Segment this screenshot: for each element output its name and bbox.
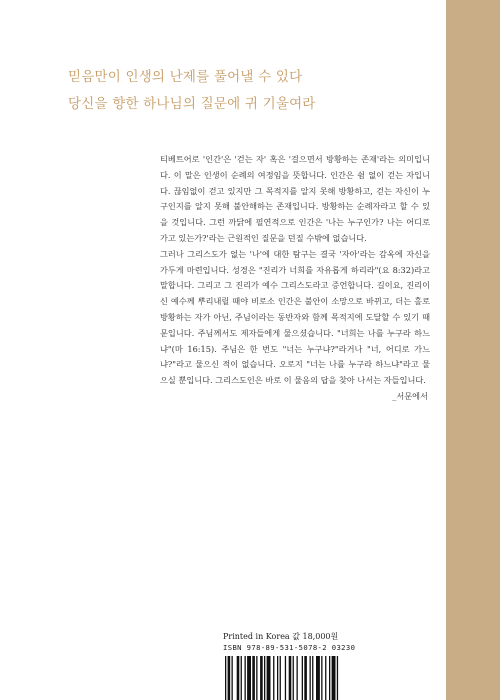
barcode-bar: [297, 656, 298, 700]
spine-color-band: [446, 0, 500, 700]
headline-line-2: 당신을 향한 하나님의 질문에 귀 기울여라: [68, 96, 316, 112]
barcode-bar: [245, 656, 246, 700]
barcode-bar: [247, 656, 251, 700]
price-label: 값 18,000원: [292, 632, 339, 641]
barcode-bar: [310, 656, 311, 700]
barcode-bar: [312, 656, 313, 700]
excerpt-paragraph-1: 티베트어로 '인간'은 '걷는 자' 혹은 '걸으면서 방황하는 존재'라는 의미입니다. 이 말은 인생이 순례의 여정임을 뜻합니다. 인간은 쉼 없이 걷는 자입니다. 끊임없이 걷고 있지만 그 목적지를 알지 못해 방황하고, 걷는 자신이 누구인지를 알지 못해 불안해하는 존재입니다. 방황하는 순례자라고 할 수 있을 것입니다. 그런 까닭에 필연적으로 인간은 '나는 누구인가? 나는 어디로 가고 있는가?'라는 근원적인 질문을 던질 수밖에 없습니다.: [160, 154, 430, 243]
barcode-bar: [260, 656, 263, 700]
barcode-bar: [241, 656, 242, 700]
barcode-bar: [321, 656, 322, 700]
barcode-bar: [273, 656, 274, 700]
barcode-bar: [280, 656, 281, 700]
isbn-text: ISBN 978-89-531-5078-2 03230: [223, 643, 356, 652]
excerpt-source: _서문에서: [392, 390, 428, 401]
barcode-bar: [277, 656, 278, 700]
barcode-graphic: [223, 656, 391, 700]
barcode-bar: [332, 656, 336, 700]
headline-line-1: 믿음만이 인생의 난제를 풀어낼 수 있다: [68, 69, 303, 85]
barcode-bar: [252, 656, 255, 700]
barcode-bar: [293, 656, 294, 700]
barcode-bar: [256, 656, 257, 700]
barcode-bar: [232, 656, 233, 700]
barcode-bar: [316, 656, 320, 700]
barcode-bar: [289, 656, 292, 700]
price-line: [223, 631, 338, 642]
barcode-bar: [337, 656, 338, 700]
barcode-bar: [228, 656, 231, 700]
barcode-bar: [304, 656, 307, 700]
barcode-bar: [285, 656, 286, 700]
barcode-image: [223, 656, 393, 700]
barcode-bar: [237, 656, 240, 700]
printed-in-label: Printed in Korea: [223, 632, 290, 641]
barcode-bar: [325, 656, 326, 700]
barcode-bar: [267, 656, 271, 700]
cover-headline: [68, 64, 438, 118]
preface-excerpt: [160, 152, 430, 405]
barcode-bar: [264, 656, 265, 700]
barcode-bar: [225, 656, 226, 700]
isbn-block: [223, 643, 393, 700]
excerpt-paragraph-2: 그러나 그리스도가 없는 '나'에 대한 탐구는 결국 '자아'라는 감옥에 자신을 가두게 마련입니다. 성경은 "진리가 너희를 자유롭게 하리라"(요 8:32)라고 말합니다. 그리고 그 진리가 예수 그리스도라고 증언합니다. 길이요, 진리이신 예수께 뿌리내릴 때야 비로소 인간은 불안이 소망으로 바뀌고, 더는 홀로 방황하는 자가 아닌, 주님이라는 동반자와 함께 목적지에 도달할 수 있기 때문입니다. 주님께서도 제자들에게 물으셨습니다. "너희는 나를 누구라 하느냐"(마 16:15). 주님은 한 번도 "너는 누구냐?"라거나 "너, 어디로 가느냐?"라고 물으신 적이 없습니다. 오로지 "너는 나를 누구라 하느냐"라고 물으실 뿐입니다. 그리스도인은 바로 이 물음의 답을 찾아 나서는 자들입니다.: [160, 248, 430, 386]
barcode-bar: [302, 656, 303, 700]
barcode-bar: [329, 656, 330, 700]
